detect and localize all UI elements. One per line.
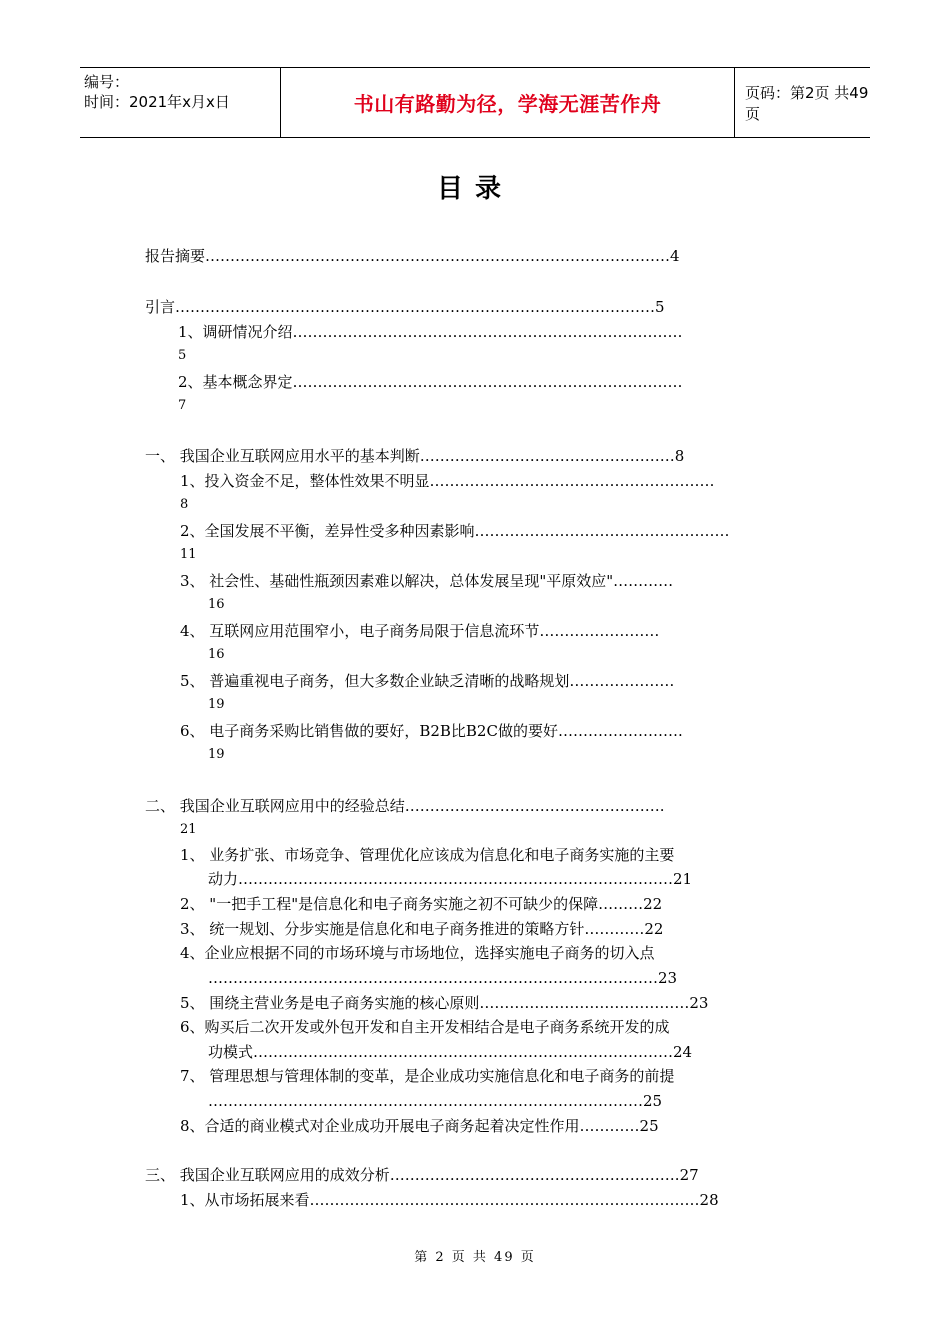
- toc-entry-title: 2、全国发展不平衡，差异性受多种因素影响: [180, 522, 475, 540]
- toc-leader-dots: ……………………………………………………………………: [309, 1191, 700, 1209]
- toc-entry[interactable]: [180, 1017, 670, 1037]
- toc-entry[interactable]: [178, 322, 683, 342]
- toc-entry-title: 三、 我国企业互联网应用的成效分析: [145, 1166, 390, 1184]
- toc-entry[interactable]: [180, 521, 730, 541]
- toc-page-number: 25: [639, 1117, 659, 1135]
- toc-leader-dots: ……………………………………………………………………: [292, 373, 683, 391]
- toc-page-number: 21: [180, 822, 197, 837]
- header-motto: 书山有路勤为径，学海无涯苦作舟: [353, 92, 662, 116]
- toc-page-number: 16: [208, 597, 225, 612]
- toc-entry[interactable]: [145, 446, 684, 466]
- toc-leader-dots: ……………………………………………………………………………: [238, 870, 674, 888]
- toc-entry[interactable]: [145, 796, 665, 816]
- header-page-info: 页码：第2页 共49页: [745, 83, 869, 123]
- toc-page-number: 8: [674, 447, 685, 465]
- toc-entry[interactable]: [178, 372, 683, 392]
- toc-leader-dots: …………………………………………………………………………: [253, 1043, 674, 1061]
- toc-page-number: 8: [180, 497, 189, 512]
- toc-entry-title: 1、调研情况介绍: [178, 323, 293, 341]
- toc-entry-title: 1、投入资金不足，整体性效果不明显: [180, 472, 430, 490]
- toc-page-number: 23: [658, 969, 678, 987]
- toc-page-number: 22: [643, 895, 663, 913]
- toc-entry[interactable]: [180, 894, 662, 914]
- header-motto-cell: [280, 68, 735, 137]
- toc-entry[interactable]: [180, 943, 655, 963]
- toc-page-number: 19: [208, 697, 225, 712]
- toc-page-number: 23: [689, 994, 709, 1012]
- toc-entry-title: 3、 社会性、基础性瓶颈因素难以解决，总体发展呈现"平原效应": [180, 572, 614, 590]
- toc-entry-title: 二、 我国企业互联网应用中的经验总结: [145, 797, 405, 815]
- toc-leader-dots: ……………………: [539, 622, 660, 640]
- toc-page-number: 24: [673, 1043, 693, 1061]
- toc-leader-dots: …………………….: [557, 722, 683, 740]
- toc-page-number: 19: [208, 747, 225, 762]
- toc-leader-dots: …………………………………………………………………………………: [205, 247, 671, 265]
- toc-leader-dots: …………: [613, 572, 674, 590]
- toc-entry-title: 8、合适的商业模式对企业成功开展电子商务起着决定性作用: [180, 1117, 580, 1135]
- toc-page-number: 22: [644, 920, 664, 938]
- toc-page-number: 11: [180, 547, 197, 562]
- toc-leader-dots: …………………………………………….: [404, 797, 665, 815]
- toc-entry-title: 报告摘要: [145, 247, 206, 265]
- toc-leader-dots: ……………………………………………………………………………: [208, 1092, 643, 1110]
- toc-page-number: 28: [699, 1191, 719, 1209]
- toc-entry[interactable]: [180, 571, 673, 591]
- page-title: 目录: [436, 174, 513, 204]
- toc-leader-dots: ……………………………………: [479, 994, 690, 1012]
- toc-leader-dots: …………: [584, 920, 645, 938]
- toc-leader-dots: ………………………………………………………………………………: [208, 969, 658, 987]
- toc-entry-title: 7、 管理思想与管理体制的变革，是企业成功实施信息化和电子商务的前提: [180, 1067, 675, 1085]
- toc-entry-title: 动力: [208, 870, 239, 888]
- toc-entry[interactable]: [180, 993, 708, 1013]
- code-label: 编号：: [84, 73, 130, 91]
- toc-entry[interactable]: [180, 1066, 674, 1086]
- toc-leader-dots: ……………………………………………: [419, 447, 675, 465]
- toc-entry-title: 5、 普遍重视电子商务，但大多数企业缺乏清晰的战略规划: [180, 672, 570, 690]
- toc-entry-title: 5、 围绕主营业务是电子商务实施的核心原则: [180, 994, 480, 1012]
- toc-leader-dots: ………………………………………………….: [389, 1166, 680, 1184]
- toc-entry-continuation[interactable]: [208, 1091, 662, 1111]
- toc-entry-continuation[interactable]: [208, 968, 677, 988]
- toc-leader-dots: ……………………………………………: [474, 522, 730, 540]
- time-label: 时间：2021年x月x日: [84, 93, 230, 111]
- toc-entry[interactable]: [145, 297, 665, 317]
- toc-entry-title: 1、 业务扩张、市场竞争、管理优化应该成为信息化和电子商务实施的主要: [180, 846, 675, 864]
- toc-entry-title: 4、企业应根据不同的市场环境与市场地位，选择实施电子商务的切入点: [180, 944, 655, 962]
- toc-entry[interactable]: [180, 919, 663, 939]
- toc-entry-title: 6、 电子商务采购比销售做的要好，B2B比B2C做的要好: [180, 722, 558, 740]
- toc-entry[interactable]: [180, 621, 659, 641]
- toc-entry-title: 3、 统一规划、分步实施是信息化和电子商务推进的策略方针: [180, 920, 585, 938]
- toc-entry-title: 2、 "一把手工程"是信息化和电子商务实施之初不可缺少的保障: [180, 895, 599, 913]
- toc-leader-dots: ……………………………………………………………………………………: [175, 298, 656, 316]
- toc-entry-title: 4、 互联网应用范围窄小，电子商务局限于信息流环节: [180, 622, 540, 640]
- toc-entry-continuation[interactable]: [208, 869, 692, 889]
- toc-leader-dots: …………………: [569, 672, 675, 690]
- toc-page-number: 7: [178, 398, 187, 413]
- toc-page-number: 4: [670, 247, 680, 265]
- toc-page-number: 16: [208, 647, 225, 662]
- toc-page-number: 5: [178, 348, 187, 363]
- toc-leader-dots: …………: [579, 1117, 640, 1135]
- toc-entry[interactable]: [180, 1190, 719, 1210]
- header-meta: [80, 68, 280, 137]
- toc-entry[interactable]: [180, 845, 674, 865]
- toc-page-number: 21: [673, 870, 693, 888]
- toc-entry[interactable]: [145, 1165, 699, 1185]
- toc-entry-title: 一、 我国企业互联网应用水平的基本判断: [145, 447, 420, 465]
- toc-entry-title: 2、基本概念界定: [178, 373, 293, 391]
- toc-page-number: 25: [643, 1092, 663, 1110]
- toc-entry-title: 1、从市场拓展来看: [180, 1191, 310, 1209]
- toc-entry-title: 功模式: [208, 1043, 254, 1061]
- toc-leader-dots: ……………………………………………………………………: [292, 323, 683, 341]
- toc-entry-continuation[interactable]: [208, 1042, 692, 1062]
- toc-entry[interactable]: [180, 1116, 659, 1136]
- toc-entry[interactable]: [145, 246, 680, 266]
- toc-entry-title: 引言: [145, 298, 176, 316]
- document-header: [80, 67, 870, 138]
- page-footer: 第 2 页 共 49 页: [414, 1250, 536, 1265]
- toc-entry-title: 6、购买后二次开发或外包开发和自主开发相结合是电子商务系统开发的成: [180, 1018, 670, 1036]
- toc-page-number: 27: [679, 1166, 699, 1184]
- toc-page-number: 5: [655, 298, 665, 316]
- toc-entry[interactable]: [180, 721, 683, 741]
- toc-entry[interactable]: [180, 471, 715, 491]
- toc-leader-dots: ………: [598, 895, 644, 913]
- toc-entry[interactable]: [180, 671, 674, 691]
- toc-leader-dots: …………………………………………………: [429, 472, 715, 490]
